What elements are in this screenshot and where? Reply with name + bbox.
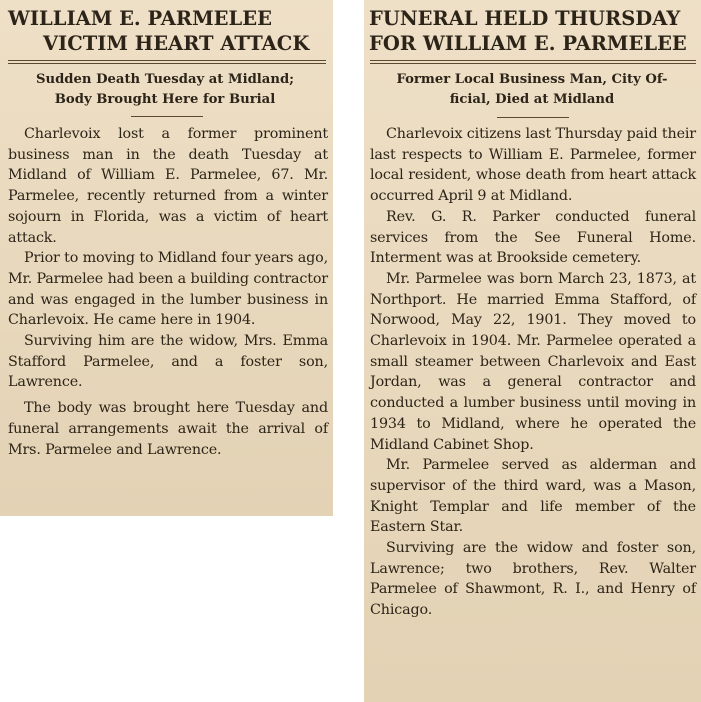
paragraph: Charlevoix lost a former prominent business man in the death Tuesday at Midland of William E. Parmelee, 67. Mr. Parmelee, recently returned from a winter sojourn in Florida, was a victim of heart attack. bbox=[8, 126, 328, 246]
headline-line-2: VICTIM HEART ATTACK bbox=[43, 32, 310, 55]
headline-line-1: FUNERAL HELD THURSDAY bbox=[369, 7, 681, 30]
paragraph: Mr. Parmelee was born March 23, 1873, at Northport. He married Emma Stafford, of Norwood, May 22, 1901. They moved to Charlevoix in 1904. Mr. Parmelee operated a small steamer between Charlevoix and East Jordan, was a general contractor and conducted a lumber business until moving in 1934 to Midland, where he operated the Midland Cabinet Shop. bbox=[370, 270, 696, 453]
headline-rule bbox=[8, 60, 326, 64]
clipping-victim-heart-attack bbox=[0, 0, 333, 516]
subhead-line-1: Former Local Business Man, City Of- bbox=[396, 72, 668, 87]
paragraph: Surviving him are the widow, Mrs. Emma Stafford Parmelee, and a foster son, Lawrence. bbox=[8, 333, 328, 391]
clipping-funeral-held bbox=[364, 0, 701, 702]
paragraph: Mr. Parmelee served as alderman and supervisor of the third ward, was a Mason, Knight Templar and life member of the Eastern Star. bbox=[370, 457, 696, 536]
subhead-line-2: Body Brought Here for Burial bbox=[54, 92, 276, 107]
headline-line-1: WILLIAM E. PARMELEE bbox=[8, 7, 272, 30]
paragraph: Prior to moving to Midland four years ago, Mr. Parmelee had been a building contractor and was engaged in the lumber business in Charlevoix. He came here in 1904. bbox=[8, 250, 328, 329]
paragraph: The body was brought here Tuesday and funeral arrangements await the arrival of Mrs. Parmelee and Lawrence. bbox=[8, 400, 328, 458]
subhead-line-2: ficial, Died at Midland bbox=[449, 92, 615, 107]
subhead-line-1: Sudden Death Tuesday at Midland; bbox=[35, 72, 295, 87]
headline-line-2: FOR WILLIAM E. PARMELEE bbox=[369, 32, 687, 55]
article-body bbox=[370, 124, 696, 621]
headline-rule bbox=[370, 60, 696, 64]
section-rule bbox=[131, 116, 203, 117]
paragraph: Surviving are the widow and foster son, Lawrence; two brothers, Rev. Walter Parmelee of Shawmont, R. I., and Henry of Chicago. bbox=[370, 540, 696, 619]
article-body bbox=[8, 124, 328, 460]
paragraph: Rev. G. R. Parker conducted funeral services from the See Funeral Home. Interment was at Brookside cemetery. bbox=[370, 208, 696, 267]
section-rule bbox=[497, 117, 569, 118]
paragraph: Charlevoix citizens last Thursday paid their last respects to William E. Parmelee, former local resident, whose death from heart attack occurred April 9 at Midland. bbox=[370, 126, 696, 205]
